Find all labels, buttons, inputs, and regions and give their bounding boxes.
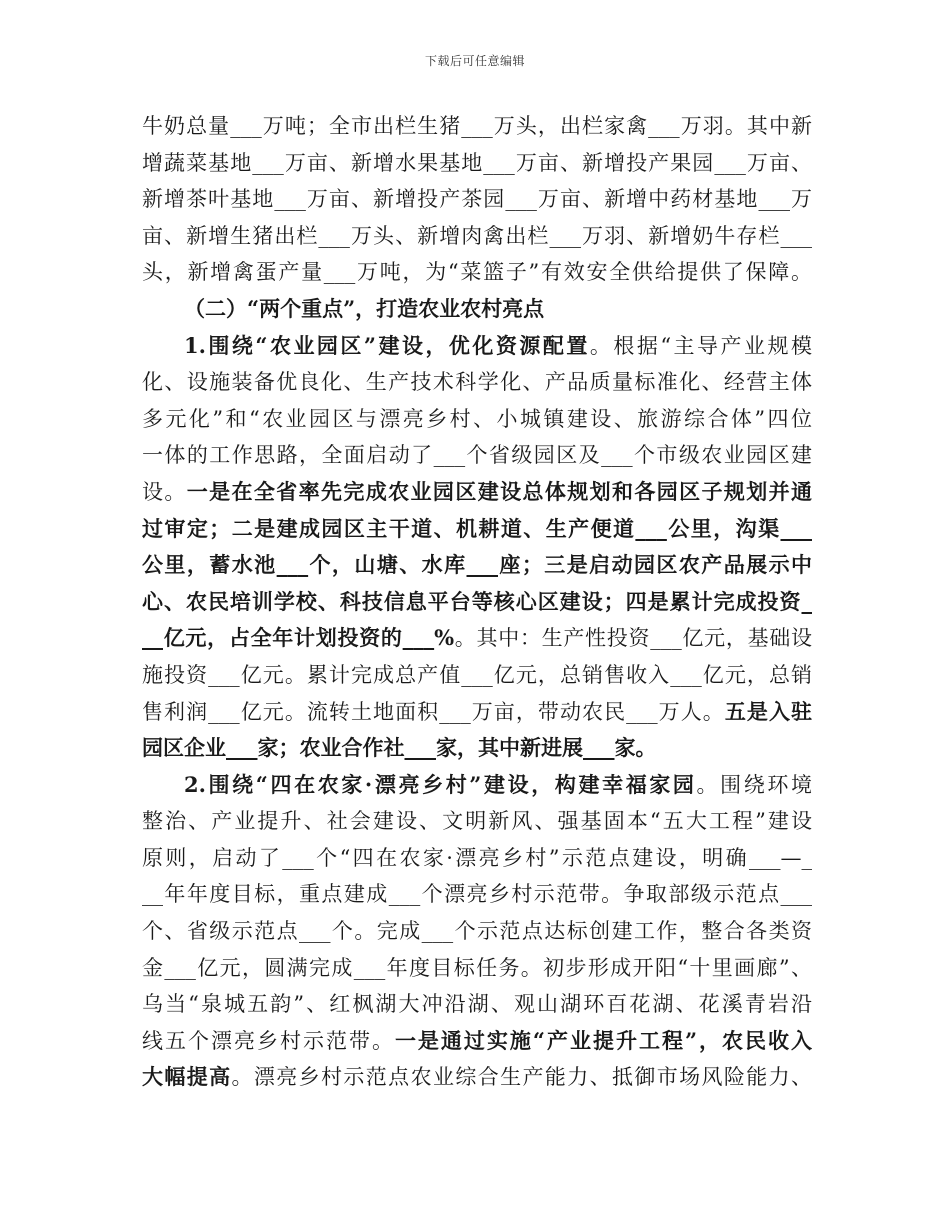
text-line xyxy=(142,437,812,474)
text-line xyxy=(142,364,812,401)
text-line xyxy=(142,950,812,987)
text-run: 头，新增禽蛋产量___万吨，为“菜篮子”有效安全供给提供了保障。 xyxy=(142,260,812,285)
page-header xyxy=(0,52,950,69)
subsection-title: 1.围绕“农业园区”建设，优化资源配置 xyxy=(184,332,590,358)
text-line xyxy=(142,401,812,438)
text-line xyxy=(142,584,812,621)
emphasis-text: 一是通过实施“产业提升工程”，农民收入 xyxy=(394,1027,812,1053)
text-line xyxy=(142,181,812,218)
emphasis-text: __亿元，占全年计划投资的___% xyxy=(142,625,455,651)
emphasis-text: 园区企业___家；农业合作社___家，其中新进展___家。 xyxy=(142,735,657,761)
text-line xyxy=(142,1059,812,1096)
text-run: 多元化”和“农业园区与漂亮乡村、小城镇建设、旅游综合体”四位 xyxy=(142,406,812,431)
emphasis-text: 一是在全省率先完成农业园区建设总体规划和各园区子规划并通 xyxy=(186,478,813,504)
text-run: 牛奶总量___万吨；全市出栏生猪___万头，出栏家禽___万羽。其中新 xyxy=(142,114,812,138)
text-run: __年年度目标，重点建成___个漂亮乡村示范带。争取部级示范点___ xyxy=(142,882,812,907)
emphasis-text: 五是入驻 xyxy=(724,698,813,724)
text-line xyxy=(142,840,812,877)
text-run: 线五个漂亮乡村示范带。 xyxy=(142,1028,395,1053)
section-heading xyxy=(142,291,812,328)
text-run: 亩、新增生猪出栏___万头、新增肉禽出栏___万羽、新增奶牛存栏___ xyxy=(142,223,812,248)
subsection-lead-line xyxy=(142,767,812,804)
subsection-lead-line xyxy=(142,328,812,365)
text-line xyxy=(142,803,812,840)
text-line xyxy=(142,986,812,1023)
text-line xyxy=(142,657,812,694)
text-run: 乌当“泉城五韵”、红枫湖大冲沿湖、观山湖环百花湖、花溪青岩沿 xyxy=(142,992,812,1017)
text-run: 金___亿元，圆满完成___年度目标任务。初步形成开阳“十里画廊”、 xyxy=(142,955,812,980)
text-line xyxy=(142,694,812,731)
header-text: 下载后可任意编辑 xyxy=(424,54,525,68)
heading-text: （二）“两个重点”，打造农业农村亮点 xyxy=(184,295,545,321)
text-run: 整治、产业提升、社会建设、文明新风、强基固本“五大工程”建设 xyxy=(142,809,812,834)
emphasis-text: 心、农民培训学校、科技信息平台等核心区建设；四是累计完成投资_ xyxy=(142,588,812,614)
emphasis-text: 大幅提高 xyxy=(142,1064,232,1090)
text-run: 。漂亮乡村示范点农业综合生产能力、抵御市场风险能力、 xyxy=(231,1065,813,1090)
text-line xyxy=(142,913,812,950)
text-run: 售利润___亿元。流转土地面积___万亩，带动农民___万人。 xyxy=(142,699,725,724)
text-line xyxy=(142,145,812,182)
text-line xyxy=(142,108,812,145)
text-line xyxy=(142,876,812,913)
text-line xyxy=(142,547,812,584)
text-run: 化、设施装备优良化、生产技术科学化、产品质量标准化、经营主体 xyxy=(142,370,812,395)
text-line xyxy=(142,1023,812,1060)
text-run: 一体的工作思路，全面启动了___个省级园区及___个市级农业园区建 xyxy=(142,443,812,468)
text-run: 设。 xyxy=(142,479,187,504)
text-run: 。根据“主导产业规模 xyxy=(589,333,812,358)
text-run: 个、省级示范点___个。完成___个示范点达标创建工作，整合各类资 xyxy=(142,919,812,944)
emphasis-text: 公里，蓄水池___个，山塘、水库___座；三是启动园区农产品展示中 xyxy=(142,552,812,578)
text-line xyxy=(142,474,812,511)
text-run: 原则，启动了___个“四在农家·漂亮乡村”示范点建设，明确___—_ xyxy=(142,845,812,870)
text-line xyxy=(142,620,812,657)
text-run: 。其中：生产性投资___亿元，基础设 xyxy=(454,626,813,651)
text-run: 新增茶叶基地___万亩、新增投产茶园___万亩、新增中药材基地___万 xyxy=(142,187,812,212)
text-line xyxy=(142,730,812,767)
text-line xyxy=(142,511,812,548)
emphasis-text: 过审定；二是建成园区主干道、机耕道、生产便道___公里，沟渠___ xyxy=(142,515,812,541)
subsection-title: 2.围绕“四在农家·漂亮乡村”建设，构建幸福家园 xyxy=(184,771,697,797)
text-line xyxy=(142,218,812,255)
document-body xyxy=(142,108,812,1096)
text-line xyxy=(142,254,812,291)
text-run: 。围绕环境 xyxy=(696,772,813,797)
text-run: 增蔬菜基地___万亩、新增水果基地___万亩、新增投产果园___万亩、 xyxy=(142,150,812,175)
text-run: 施投资___亿元。累计完成总产值___亿元，总销售收入___亿元，总销 xyxy=(142,662,812,687)
